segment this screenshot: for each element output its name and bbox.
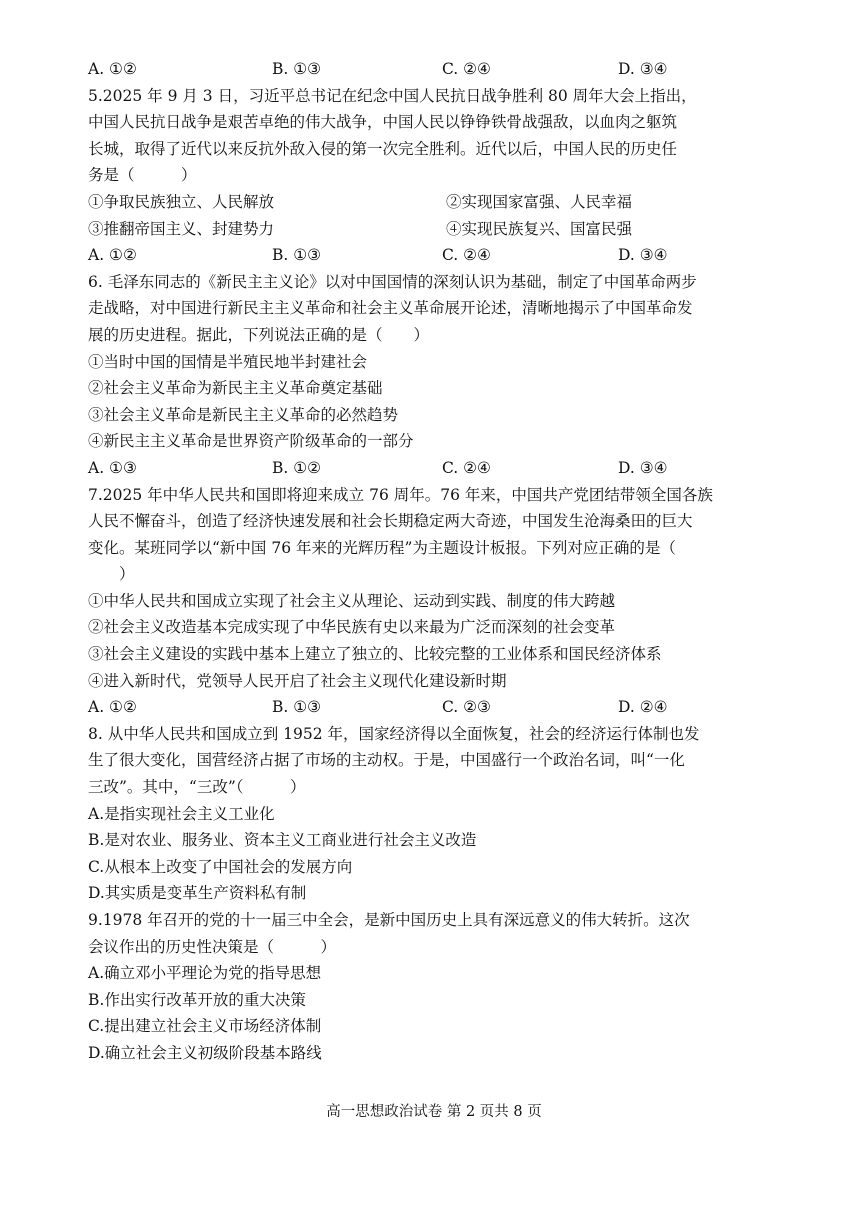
question-stem-line: 务是（ ） (88, 166, 197, 185)
question-6 (88, 269, 788, 482)
options-row (88, 694, 788, 721)
statement-2: ②社会主义革命为新民主主义革命奠定基础 (88, 379, 383, 398)
options-row (88, 242, 788, 269)
choice-d: D.其实质是变革生产资料私有制 (88, 884, 307, 903)
statement-3: ③社会主义革命是新民主主义革命的必然趋势 (88, 405, 399, 424)
statement-2: ②社会主义改造基本完成实现了中华民族有史以来最为广泛而深刻的社会变革 (88, 618, 616, 637)
statement-row (88, 189, 788, 216)
option-c: C. ②③ (442, 698, 491, 717)
question-stem-line: 会议作出的历史性决策是（ ） (88, 937, 337, 956)
question-stem-line: 人民不懈奋斗，创造了经济快速发展和社会长期稳定两大奇迹，中国发生沧海桑田的巨大 (88, 512, 693, 531)
option-b: B. ①③ (272, 246, 322, 265)
options-row (88, 455, 788, 482)
statement-2: ②实现国家富强、人民幸福 (446, 192, 633, 211)
option-a: A. ①③ (88, 458, 137, 477)
question-7 (88, 482, 788, 721)
option-d: D. ③④ (618, 246, 668, 265)
question-stem-line: 9.1978 年召开的党的十一届三中全会，是新中国历史上具有深远意义的伟大转折。这次 (88, 911, 690, 929)
question-stem-line: 展的历史进程。据此，下列说法正确的是（ ） (88, 325, 430, 344)
question-stem-line: ） (88, 565, 135, 584)
option-b: B. ①③ (272, 698, 322, 717)
choice-a: A.是指实现社会主义工业化 (88, 804, 275, 823)
choice-c: C.从根本上改变了中国社会的发展方向 (88, 857, 353, 876)
statement-1: ①中华人民共和国成立实现了社会主义从理论、运动到实践、制度的伟大跨越 (88, 591, 616, 610)
question-stem-line: 三改”。其中，“三改”（ ） (88, 778, 306, 797)
choice-a: A.确立邓小平理论为党的指导思想 (88, 964, 322, 983)
question-stem-line: 走战略，对中国进行新民主主义革命和社会主义革命展开论述，清晰地揭示了中国革命发 (88, 299, 693, 318)
question-9 (88, 907, 788, 1067)
page-footer: 高一思想政治试卷 第 2 页共 8 页 (326, 1104, 542, 1120)
option-c: C. ②④ (442, 458, 491, 477)
option-c: C. ②④ (442, 246, 491, 265)
choice-d: D.确立社会主义初级阶段基本路线 (88, 1043, 322, 1062)
statement-4: ④新民主主义革命是世界资产阶级革命的一部分 (88, 432, 414, 451)
question-stem-line: 生了很大变化，国营经济占据了市场的主动权。于是，中国盛行一个政治名词，叫“一化 (88, 751, 685, 770)
question-stem-line: 5.2025 年 9 月 3 日，习近平总书记在纪念中国人民抗日战争胜利 80 周年大会上指出， (88, 86, 697, 105)
choice-b: B.是对农业、服务业、资本主义工商业进行社会主义改造 (88, 831, 477, 850)
option-c: C. ②④ (442, 60, 491, 78)
statement-1: ①争取民族独立、人民解放 (88, 192, 275, 211)
statement-1: ①当时中国的国情是半殖民地半封建社会 (88, 352, 368, 371)
question-stem-line: 7.2025 年中华人民共和国即将迎来成立 76 周年。76 年来，中国共产党团结带领全国各族 (88, 485, 713, 504)
option-d: D. ②④ (618, 698, 668, 717)
statement-3: ③推翻帝国主义、封建势力 (88, 219, 275, 238)
question-stem-line: 8. 从中华人民共和国成立到 1952 年，国家经济得以全面恢复，社会的经济运行体制也发 (88, 724, 700, 743)
question-5 (88, 83, 788, 269)
option-b: B. ①② (272, 458, 322, 477)
page-content (88, 56, 788, 1067)
option-a: A. ①② (88, 60, 137, 78)
question-8 (88, 721, 788, 907)
statement-4: ④进入新时代，党领导人民开启了社会主义现代化建设新时期 (88, 671, 507, 690)
choice-c: C.提出建立社会主义市场经济体制 (88, 1017, 322, 1036)
statement-row (88, 216, 788, 243)
question-stem-line: 6. 毛泽东同志的《新民主主义论》以对中国国情的深刻认识为基础，制定了中国革命两步 (88, 272, 697, 291)
statement-3: ③社会主义建设的实践中基本上建立了独立的、比较完整的工业体系和国民经济体系 (88, 645, 662, 664)
option-d: D. ③④ (618, 458, 668, 477)
option-a: A. ①② (88, 246, 137, 265)
option-a: A. ①② (88, 698, 137, 717)
question-stem-line: 中国人民抗日战争是艰苦卓绝的伟大战争，中国人民以铮铮铁骨战强敌，以血肉之躯筑 (88, 113, 678, 132)
option-b: B. ①③ (272, 60, 322, 78)
question-stem-line: 变化。某班同学以“新中国 76 年来的光辉历程”为主题设计板报。下列对应正确的是（ (88, 538, 676, 557)
option-d: D. ③④ (618, 60, 668, 78)
options-row-q4 (88, 56, 788, 83)
statement-4: ④实现民族复兴、国富民强 (446, 219, 633, 238)
question-stem-line: 长城，取得了近代以来反抗外敌入侵的第一次完全胜利。近代以后，中国人民的历史任 (88, 139, 678, 158)
choice-b: B.作出实行改革开放的重大决策 (88, 990, 306, 1009)
